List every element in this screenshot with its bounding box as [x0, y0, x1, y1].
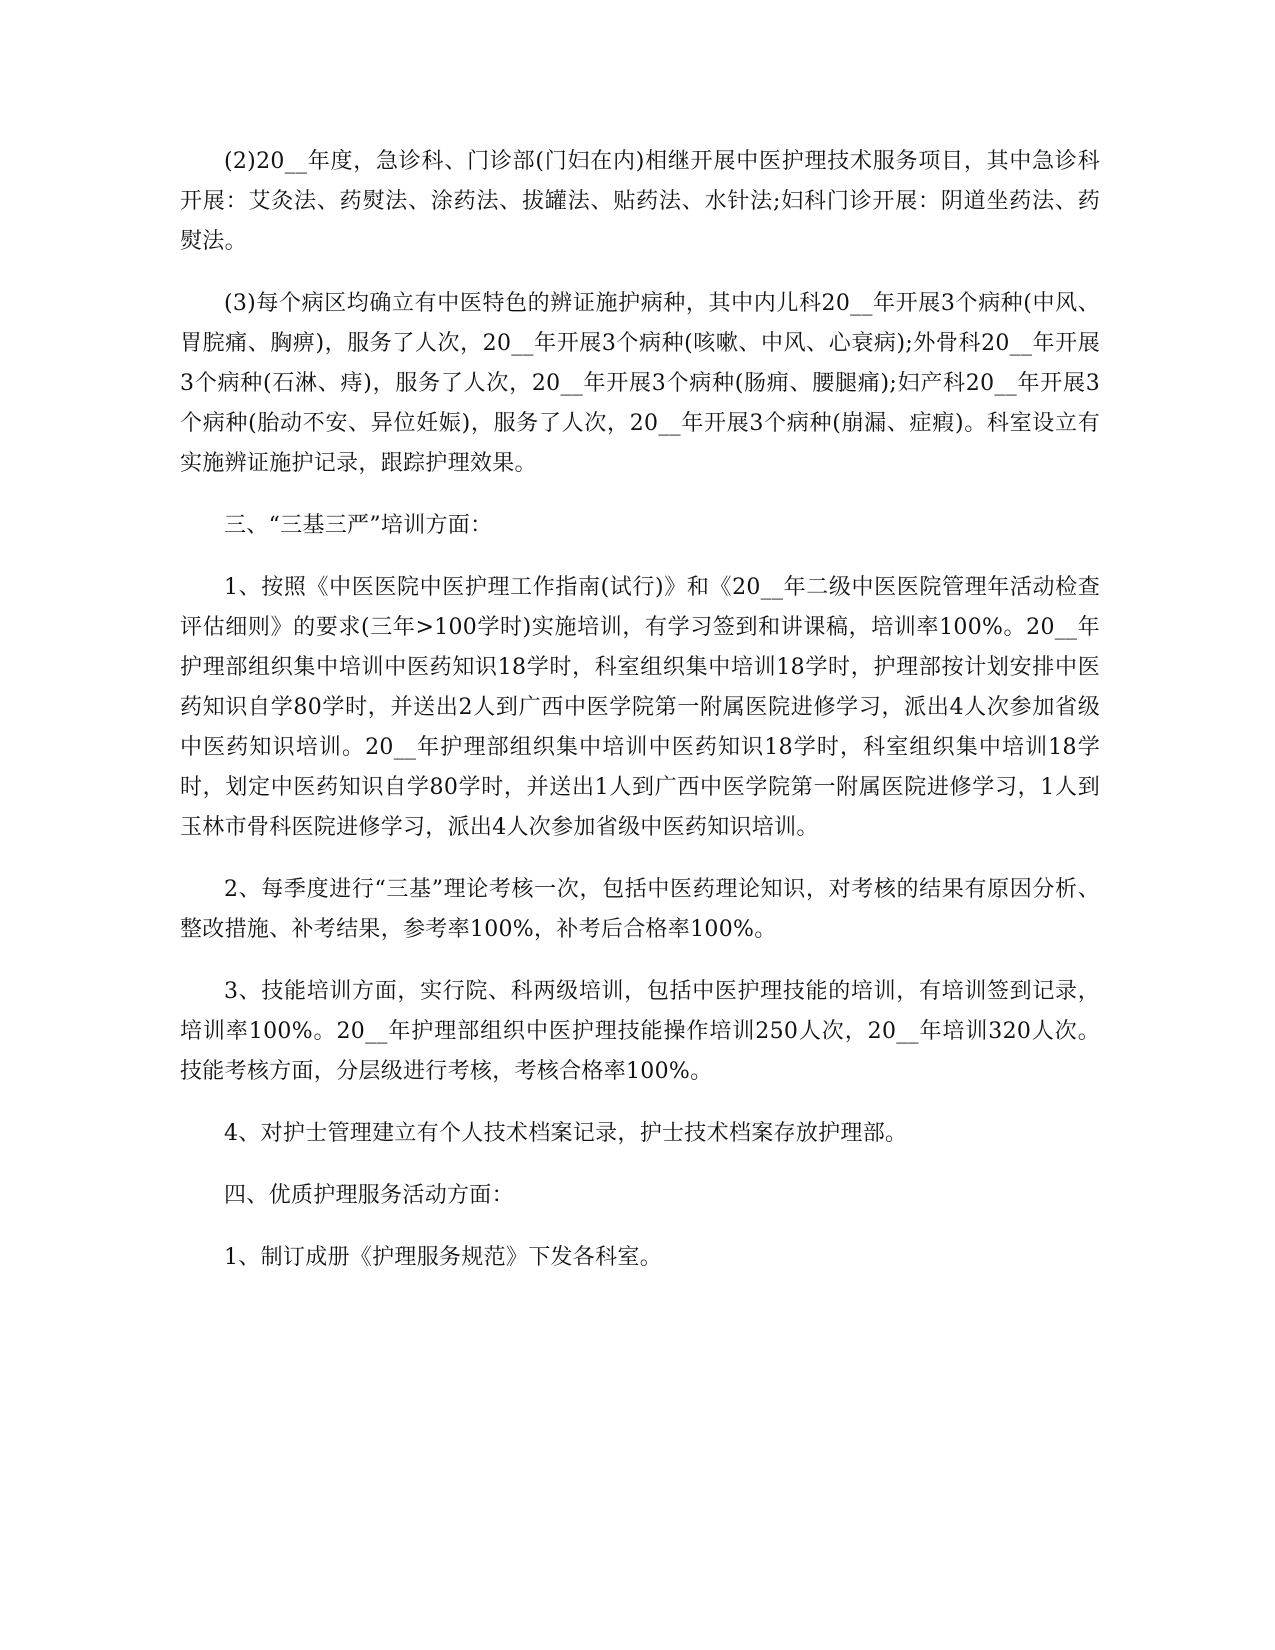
section-heading-three: 三、“三基三严”培训方面： — [224, 513, 493, 538]
paragraph-training-2: 2、每季度进行“三基”理论考核一次，包括中医药理论知识，对考核的结果有原因分析、整改措施、补考结果，参考率100%，补考后合格率100%。 — [180, 877, 1100, 942]
paragraph-training-4: 4、对护士管理建立有个人技术档案记录，护士技术档案存放护理部。 — [224, 1121, 908, 1146]
paragraph-service-1: 1、制订成册《护理服务规范》下发各科室。 — [224, 1245, 662, 1270]
paragraph-item-3: (3)每个病区均确立有中医特色的辨证施护病种，其中内儿科20__年开展3个病种(中风、胃脘痛、胸痹)，服务了人次，20__年开展3个病种(咳嗽、中风、心衰病);外骨科20__年开展3个病种(石淋、痔)，服务了人次，20__年开展3个病种(肠痈、腰腿痛);妇产科20__年开展3个病种(胎动不安、异位妊娠)，服务了人次，20__年开展3个病种(崩漏、症瘕)。科室设立有实施辨证施护记录，跟踪护理效果。 — [180, 291, 1100, 476]
paragraph-item-2: (2)20__年度，急诊科、门诊部(门妇在内)相继开展中医护理技术服务项目，其中急诊科开展：艾灸法、药熨法、涂药法、拔罐法、贴药法、水针法;妇科门诊开展：阴道坐药法、药熨法。 — [180, 149, 1100, 254]
document-body — [180, 142, 1100, 1300]
paragraph-training-3: 3、技能培训方面，实行院、科两级培训，包括中医护理技能的培训，有培训签到记录，培训率100%。20__年护理部组织中医护理技能操作培训250人次，20__年培训320人次。技能考核方面，分层级进行考核，考核合格率100%。 — [180, 979, 1100, 1084]
section-heading-four: 四、优质护理服务活动方面： — [224, 1183, 514, 1208]
paragraph-training-1: 1、按照《中医医院中医护理工作指南(试行)》和《20__年二级中医医院管理年活动检查评估细则》的要求(三年>100学时)实施培训，有学习签到和讲课稿，培训率100%。20__年护理部组织集中培训中医药知识18学时，科室组织集中培训18学时，护理部按计划安排中医药知识自学80学时，并送出2人到广西中医学院第一附属医院进修学习，派出4人次参加省级中医药知识培训。20__年护理部组织集中培训中医药知识18学时，科室组织集中培训18学时，划定中医药知识自学80学时，并送出1人到广西中医学院第一附属医院进修学习，1人到玉林市骨科医院进修学习，派出4人次参加省级中医药知识培训。 — [180, 575, 1100, 840]
